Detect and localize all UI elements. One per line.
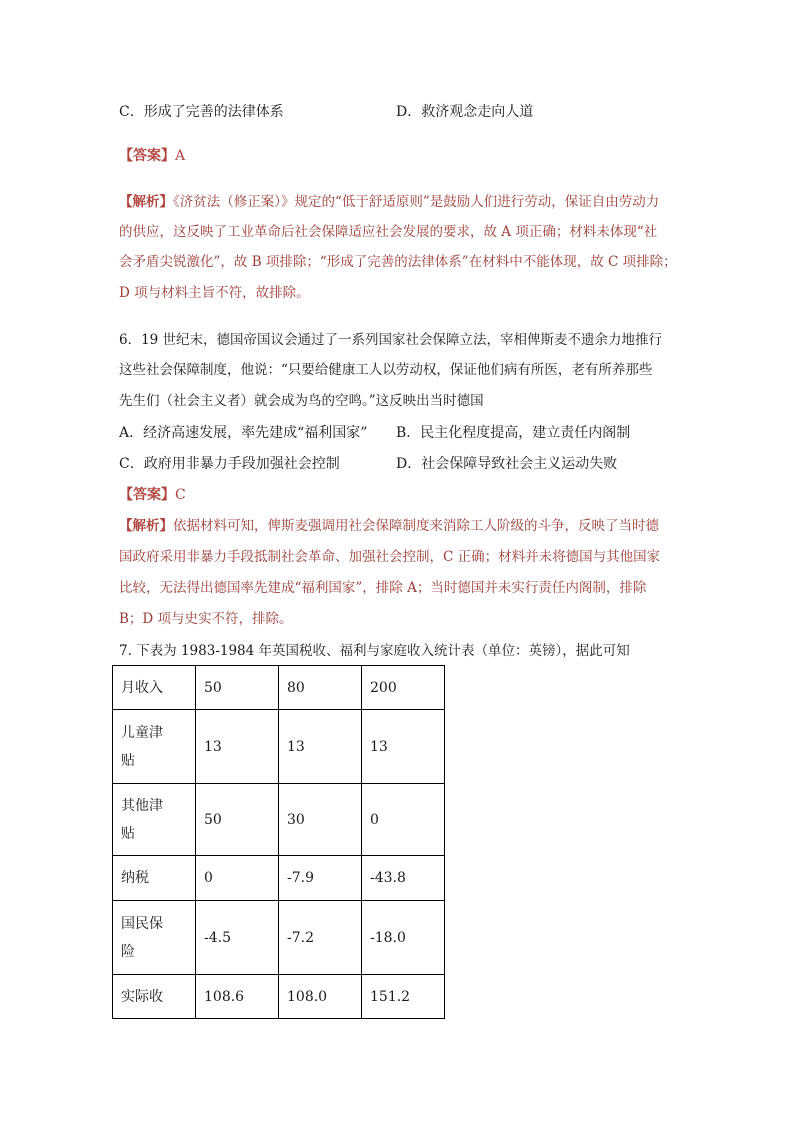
table-cell: 30: [279, 784, 362, 856]
table-cell: -43.8: [362, 856, 445, 901]
table-cell: 0: [196, 856, 279, 901]
table-cell: 80: [279, 666, 362, 710]
answer-value: C: [175, 487, 186, 503]
table-cell: -7.2: [279, 901, 362, 975]
table-cell: 月收入: [113, 666, 196, 710]
q6-stem-line-3: 先生们（社会主义者）就会成为鸟的空鸣。”这反映出当时德国: [119, 393, 484, 409]
table-cell: 13: [279, 710, 362, 784]
table-row: [113, 784, 445, 856]
table-cell: 151.2: [362, 975, 445, 1019]
table-row: [113, 856, 445, 901]
table-row: [113, 901, 445, 975]
q6-option-d: D．社会保障导致社会主义运动失败: [396, 456, 618, 472]
table-row: [113, 975, 445, 1019]
analysis-tag: 【解析】: [119, 518, 173, 534]
table-cell: -4.5: [196, 901, 279, 975]
q6-analysis-line-3: 比较，无法得出德国率先建成“福利国家”，排除 A；当时德国并未实行责任内阁制，排除: [119, 580, 647, 596]
table-cell: 其他津贴: [113, 784, 196, 856]
q5-analysis-line-3: 会矛盾尖锐激化”，故 B 项排除；“形成了完善的法律体系”在材料中不能体现，故 C 项排除；: [119, 254, 677, 270]
table-cell: -7.9: [279, 856, 362, 901]
q5-analysis-line-2: 的供应，这反映了工业革命后社会保障适应社会发展的要求，故 A 项正确；材料未体现“社: [119, 224, 658, 240]
table-cell: -18.0: [362, 901, 445, 975]
q5-analysis-line-4: D 项与材料主旨不符，故排除。: [119, 285, 310, 301]
table-cell: 50: [196, 784, 279, 856]
table-cell: 108.6: [196, 975, 279, 1019]
table-cell: 实际收: [113, 975, 196, 1019]
answer-tag: 【答案】: [119, 148, 175, 164]
q6-option-b: B．民主化程度提高，建立责任内阁制: [396, 425, 631, 441]
q6-option-c: C．政府用非暴力手段加强社会控制: [119, 456, 340, 472]
table-cell: 50: [196, 666, 279, 710]
table-cell: 纳税: [113, 856, 196, 901]
q5-analysis-line-1: 【解析】《济贫法（修正案）》规定的“低于舒适原则”是鼓励人们进行劳动，保证自由劳动力: [119, 194, 660, 210]
table-cell: 13: [362, 710, 445, 784]
q6-analysis-line-4: B；D 项与史实不符，排除。: [119, 611, 293, 627]
income-statistics-table: [112, 665, 445, 1019]
q5-option-d: D．救济观念走向人道: [396, 104, 534, 120]
table-cell: 儿童津贴: [113, 710, 196, 784]
q6-answer: [119, 485, 186, 505]
table-cell: 国民保险: [113, 901, 196, 975]
table-cell: 0: [362, 784, 445, 856]
q5-answer: [119, 146, 185, 166]
table-cell: 200: [362, 666, 445, 710]
q6-stem-line-2: 这些社会保障制度，他说：“只要给健康工人以劳动权，保证他们病有所医，老有所养那些: [119, 362, 653, 378]
q6-analysis-line-1: 【解析】依据材料可知，俾斯麦强调用社会保障制度来消除工人阶级的斗争，反映了当时德: [119, 518, 659, 534]
q6-analysis-line-2: 国政府采用非暴力手段抵制社会革命、加强社会控制，C 正确；材料并未将德国与其他国家: [119, 549, 661, 565]
q6-option-a: A．经济高速发展，率先建成“福利国家”: [119, 425, 368, 441]
table-row: [113, 666, 445, 710]
q6-stem-line-1: 6．19 世纪末，德国帝国议会通过了一系列国家社会保障立法，宰相俾斯麦不遗余力地推行: [119, 332, 663, 348]
table-row: [113, 710, 445, 784]
table-cell: 13: [196, 710, 279, 784]
analysis-tag: 【解析】: [119, 194, 173, 210]
table-cell: 108.0: [279, 975, 362, 1019]
q7-stem: 7. 下表为 1983-1984 年英国税收、福利与家庭收入统计表（单位：英镑），据此可知: [119, 643, 630, 659]
answer-value: A: [175, 148, 186, 164]
answer-tag: 【答案】: [119, 487, 175, 503]
q5-option-c: C．形成了完善的法律体系: [119, 104, 284, 120]
